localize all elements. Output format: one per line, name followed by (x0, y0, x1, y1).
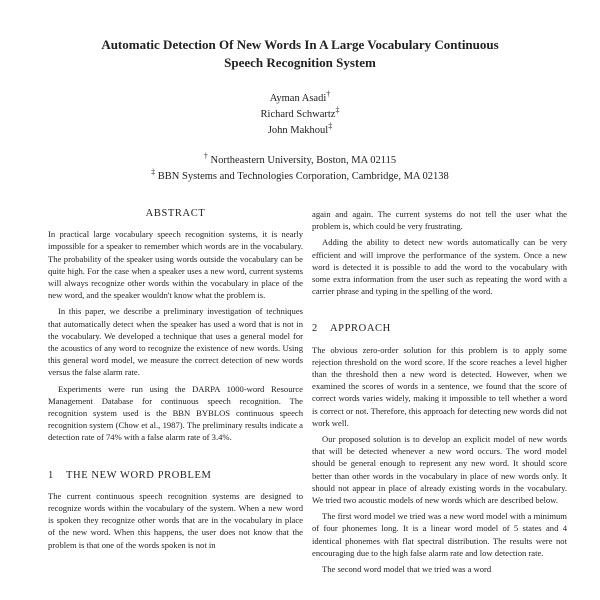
author: Ayman Asadi† (269, 89, 331, 104)
abstract-paragraph: In practical large vocabulary speech recognition systems, it is nearly impossible for a speaker to remember which words are in the vocabulary. The probability of the speaker using words outside the vocabulary can be quite high. For the case when a speaker uses a new word, current systems will always recognize other words within the vocabulary in place of the new word, and the speaker wouldn't know what the problem is. (48, 229, 303, 301)
body-paragraph: The second word model that we tried was a word (322, 564, 492, 575)
affiliation: ‡ BBN Systems and Technologies Corporation, Cambridge, MA 02138 (151, 167, 449, 182)
abstract-paragraph: In this paper, we describe a preliminary investigation of techniques that automatically detect when the speaker has used a word that is not in the vocabulary. We developed a technique that uses a general model for the acoustics of any word to recognize the existence of new words. Using this general word model, we measure the correct detection of new words versus the false alarm rate. (48, 306, 303, 378)
author: Richard Schwartz‡ (260, 105, 340, 120)
body-paragraph: The obvious zero-order solution for this problem is to apply some rejection threshold on the word score. If the score reaches a level higher than the threshold then a new word is detected. However, when we examined the scores of words in a sentence, we found that the score of correct words varies widely, making it impossible to tell whether a word is correct or not. Therefore, this approach for detecting new words did not work well. (312, 344, 567, 428)
abstract-heading: ABSTRACT (145, 208, 206, 219)
author-list (150, 91, 450, 139)
affiliation-list (60, 153, 540, 185)
body-paragraph: The current continuous speech recognition systems are designed to recognize words within the vocabulary of the system. When a new word is spoken they recognize other words that are in the vocabulary in place of the new word. When this happens, the user does not know that the problem is that one of the words spoken is not in (48, 490, 303, 550)
section-heading: 2 APPROACH (312, 323, 391, 335)
body-paragraph: The first word model we tried was a new word model with a minimum of four phonemes long. It is a linear word model of 5 states and 4 identical phonemes with flat spectral distribution. The results were not encouraging due to the high false alarm rate and low detection rate. (312, 511, 567, 558)
left-column (48, 208, 303, 555)
body-paragraph: Adding the ability to detect new words automatically can be very efficient and will improve the performance of the system. Once a new word is detected it is possible to add the word to the vocabulary with some extra information from the user such as repeating the word with a carrier phrase and typing in the spelling of the word. (312, 237, 567, 297)
title-line-2: Speech Recognition System (224, 55, 376, 70)
body-paragraph: again and again. The current systems do not tell the user what the problem is, which could be very frustrating. (312, 209, 567, 232)
abstract-paragraph: Experiments were run using the DARPA 1000-word Resource Management Database for continuous speech recognition. The recognition system used is the BBN BYBLOS continuous speech recognition system (Chow et al., 1987). The preliminary results indicate a detection rate of 74% with a false alarm rate of 3.4%. (48, 383, 303, 443)
affiliation: † Northeastern University, Boston, MA 02115 (203, 151, 397, 166)
right-column (312, 208, 567, 579)
title-line-1: Automatic Detection Of New Words In A Large Vocabulary Continuous (101, 37, 499, 52)
section-heading: 1 THE NEW WORD PROBLEM (48, 469, 212, 481)
paper-title (40, 36, 560, 72)
author: John Makhoul‡ (267, 121, 333, 136)
body-paragraph: Our proposed solution is to develop an explicit model of new words that will be detected whenever a new word occurs. The word model should be general enough to represent any new word. It should score better than other words in the vocabulary in place of new words only. It should not appear in place of already existing words in the vocabulary. We tried two acoustic models of new words which are described below. (312, 434, 567, 506)
